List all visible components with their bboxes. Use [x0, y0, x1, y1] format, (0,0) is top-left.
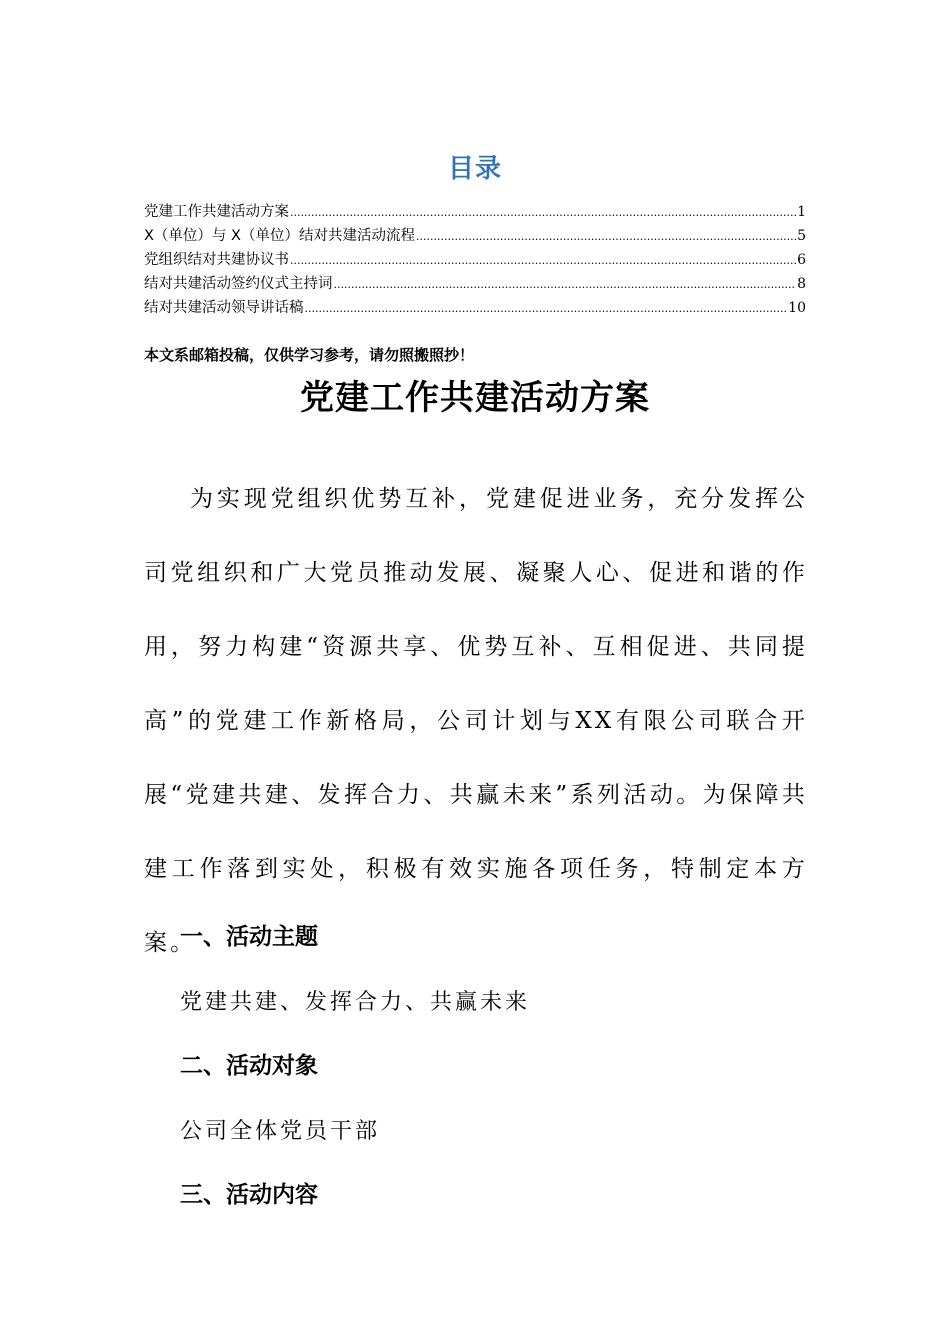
toc-entry[interactable]: [144, 296, 806, 320]
toc-entry-page: 1: [797, 204, 806, 220]
toc-leader-dots: [334, 278, 797, 291]
toc-entry-title: 结对共建活动签约仪式主持词: [144, 276, 333, 292]
toc-entry-page: 5: [797, 228, 806, 244]
toc-entry-page: 8: [797, 276, 806, 292]
document-title: 党建工作共建活动方案: [300, 378, 650, 418]
toc-leader-dots: [416, 230, 796, 243]
toc-entry[interactable]: [144, 224, 806, 248]
toc-leader-dots: [305, 302, 788, 315]
section-body-audience: 公司全体党员干部: [180, 1119, 381, 1144]
toc-entry-page: 6: [797, 252, 806, 268]
toc-entry-title: 党组织结对共建协议书: [144, 252, 289, 268]
toc-entry-title: 结对共建活动领导讲话稿: [144, 300, 304, 316]
toc-entry-title: 党建工作共建活动方案: [144, 204, 289, 220]
toc-leader-dots: [290, 254, 796, 267]
section-heading-audience: 二、活动对象: [180, 1053, 318, 1079]
toc-entry-page: 10: [788, 300, 806, 316]
section-heading-theme: 一、活动主题: [180, 924, 318, 950]
intro-paragraph: 为实现党组织优势互补，党建促进业务，充分发挥公司党组织和广大党员推动发展、凝聚人心、促进和谐的作用，努力构建“资源共享、优势互补、互相促进、共同提高”的党建工作新格局，公司计划与XX有限公司联合开展“党建共建、发挥合力、共赢未来”系列活动。为保障共建工作落到实处，积极有效实施各项任务，特制定本方案。: [144, 486, 808, 956]
toc-entry-title: X（单位）与 X（单位）结对共建活动流程: [144, 228, 415, 244]
section-body-theme: 党建共建、发挥合力、共赢未来: [180, 990, 531, 1015]
copy-notice: 本文系邮箱投稿，仅供学习参考，请勿照搬照抄！: [144, 346, 475, 364]
toc-leader-dots: [290, 206, 796, 219]
toc-entry[interactable]: [144, 272, 806, 296]
toc-entry[interactable]: [144, 200, 806, 224]
toc-entry[interactable]: [144, 248, 806, 272]
section-heading-content: 三、活动内容: [180, 1182, 318, 1208]
table-of-contents: [144, 200, 806, 320]
toc-title: 目录: [447, 154, 502, 184]
